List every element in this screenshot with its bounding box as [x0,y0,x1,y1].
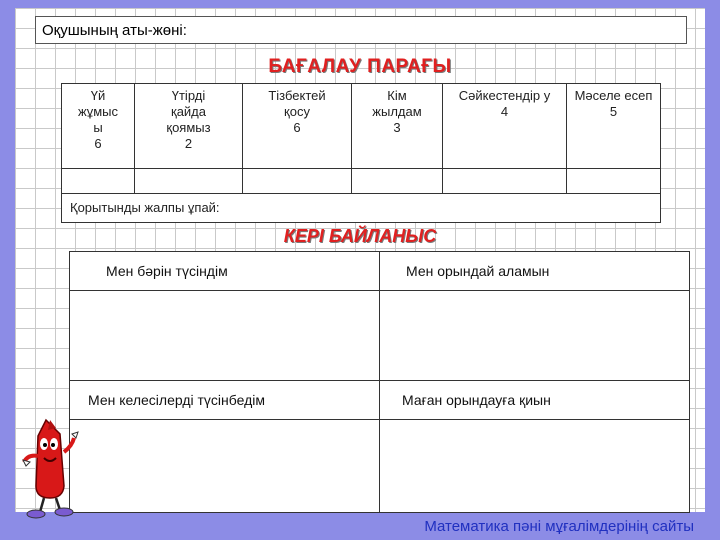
feedback-answer-row [70,420,690,513]
column-homework [62,84,135,169]
feedback-answer-cell[interactable] [380,420,690,513]
total-score-label: Қорытынды жалпы ұпай: [70,200,220,215]
score-cell[interactable] [567,169,661,194]
column-label: Мәселе есеп [574,88,653,103]
column-points: 3 [393,120,401,135]
column-label: Үй жұмыс ы [78,88,118,135]
feedback-understood [70,252,380,291]
column-comma [135,84,243,169]
assessment-table [61,83,661,223]
feedback-table [69,251,690,513]
column-sequential-addition [243,84,352,169]
feedback-can-do [380,252,690,291]
assessment-header-row [62,84,661,169]
feedback-answer-cell[interactable] [380,291,690,381]
feedback-answer-row [70,291,690,381]
column-who-is-faster [352,84,443,169]
feedback-hard [380,381,690,420]
score-entry-row [62,169,661,194]
site-footer: Математика пәні мұғалімдерінің сайты [424,518,694,535]
feedback-header-row [70,252,690,291]
feedback-label: Маған орындауға қиын [402,392,551,408]
column-points: 6 [293,120,301,135]
score-cell[interactable] [62,169,135,194]
feedback-not-understood [70,381,380,420]
student-name-field[interactable] [35,16,687,44]
student-name-label: Оқушының аты-жөні: [42,22,187,39]
column-matching [443,84,567,169]
column-label: Сәйкестендір у [458,88,551,103]
column-label: Кім жылдам [372,88,422,119]
column-points: 4 [500,104,509,119]
column-problem [567,84,661,169]
feedback-title: КЕРІ БАЙЛАНЫС [283,226,437,246]
feedback-label: Мен орындай аламын [406,263,550,279]
total-row [62,194,661,223]
column-label: Үтірді қайда қоямыз [166,88,211,135]
score-cell[interactable] [243,169,352,194]
column-points: 5 [609,104,618,119]
score-cell[interactable] [135,169,243,194]
total-score-cell[interactable] [62,194,661,223]
feedback-label: Мен бәрін түсіндім [106,263,228,279]
feedback-label: Мен келесілерді түсінбедім [88,392,265,408]
column-label: Тізбектей қосу [268,88,326,119]
column-points: 2 [184,136,193,151]
red-crayon-mascot-icon [20,416,80,524]
assessment-title: БАҒАЛАУ ПАРАҒЫ [268,56,452,77]
score-cell[interactable] [352,169,443,194]
feedback-answer-cell[interactable] [70,420,380,513]
feedback-header-row [70,381,690,420]
feedback-answer-cell[interactable] [70,291,380,381]
score-cell[interactable] [443,169,567,194]
column-points: 6 [94,136,102,151]
